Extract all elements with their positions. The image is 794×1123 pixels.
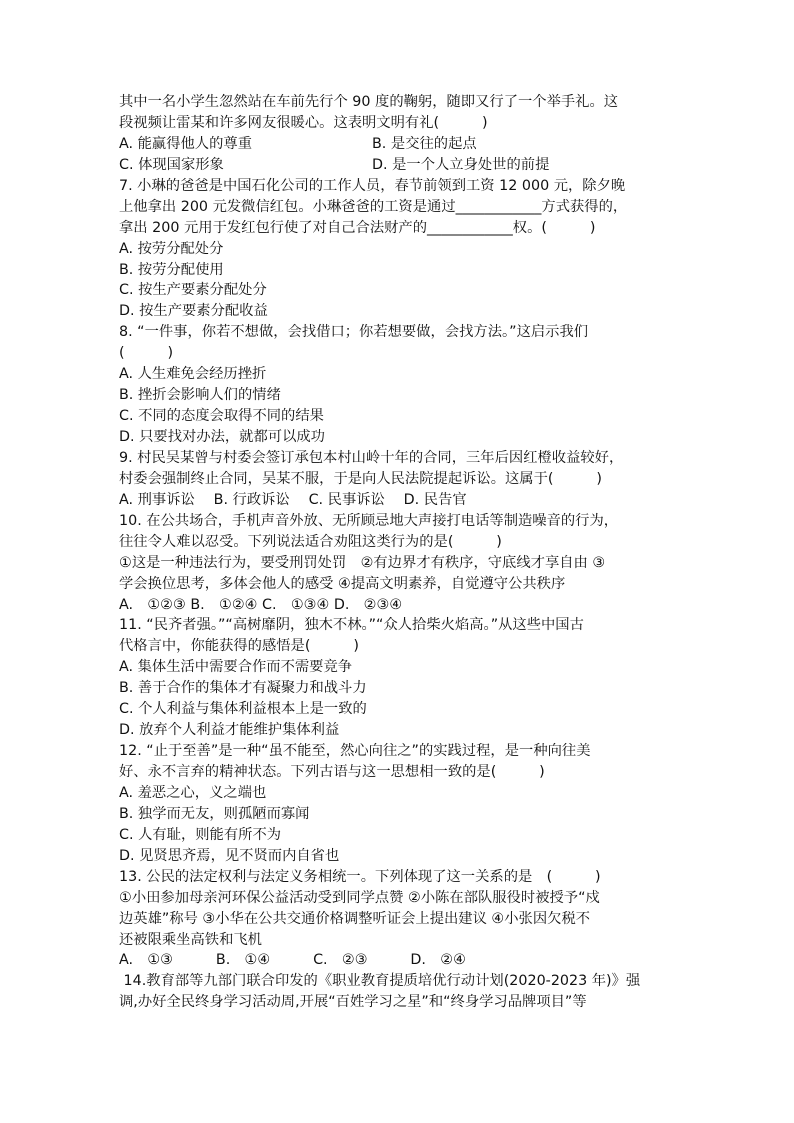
text-line: A. 羞恶之心，义之端也 [119, 784, 267, 801]
text-line: 上他拿出 200 元发微信红包。小琳爸爸的工资是通过____________方式获得的， [119, 198, 628, 215]
text-line: ( ) [119, 345, 174, 362]
text-line: B. 挫折会影响人们的情绪 [119, 387, 281, 404]
option-text: B. 是交往的起点 [372, 135, 477, 152]
text-line: 9. 村民吴某曾与村委会签订承包本村山岭十年的合同，三年后因红橙收益较好， [119, 449, 624, 466]
text-line: C. 人有耻，则能有所不为 [119, 826, 282, 843]
text-line: 12. “止于至善”是一种“虽不能至，然心向往之”的实践过程，是一种向往美 [119, 743, 591, 760]
option-text: C. 体现国家形象 [119, 156, 224, 173]
text-line [119, 155, 684, 176]
text-line: B. 按劳分配使用 [119, 261, 224, 278]
text-line: C. 不同的态度会取得不同的结果 [119, 408, 324, 425]
text-line: A. 按劳分配处分 [119, 240, 224, 257]
text-line: D. 见贤思齐焉，见不贤而内自省也 [119, 847, 340, 864]
document-page [119, 92, 684, 1013]
option-text: D. 是一个人立身处世的前提 [372, 156, 550, 173]
text-line: 11. “民齐者强。”“高树靡阴，独木不林。”“众人拾柴火焰高。”从这些中国古 [119, 617, 584, 634]
text-line: 8. “一件事，你若不想做，会找借口；你若想要做，会找方法。”这启示我们 [119, 324, 589, 341]
text-line: A. ①③ B. ①④ C. ②③ D. ②④ [119, 952, 466, 969]
text-line: ①这是一种违法行为，要受刑罚处罚 ②有边界才有秩序，守底线才享自由 ③ [119, 554, 606, 571]
text-line: 村委会强制终止合同，吴某不服，于是向人民法院提起诉讼。这属于( ) [119, 470, 602, 487]
text-line: 边英雄”称号 ③小华在公共交通价格调整听证会上提出建议 ④小张因欠税不 [119, 910, 591, 927]
text-line: B. 独学而无友，则孤陋而寡闻 [119, 805, 310, 822]
text-line: 7. 小琳的爸爸是中国石化公司的工作人员，春节前领到工资 12 000 元，除夕晚 [119, 177, 626, 194]
text-line: 段视频让雷某和许多网友很暖心。这表明文明有礼( ) [119, 114, 488, 131]
text-line: 拿出 200 元用于发红包行使了对自己合法财产的____________权。( ) [119, 219, 596, 236]
text-line: C. 个人利益与集体利益根本上是一致的 [119, 701, 367, 718]
text-line: A. 刑事诉讼 B. 行政诉讼 C. 民事诉讼 D. 民告官 [119, 491, 467, 508]
text-line: 10. 在公共场合，手机声音外放、无所顾忌地大声接打电话等制造噪音的行为， [119, 512, 619, 529]
text-line: 学会换位思考，多体会他人的感受 ④提高文明素养，自觉遵守公共秩序 [119, 575, 566, 592]
text-line: 好、永不言弃的精神状态。下列古语与这一思想相一致的是( ) [119, 764, 545, 780]
text-line: 13. 公民的法定权利与法定义务相统一。下列体现了这一关系的是 ( ) [119, 868, 601, 885]
text-line: 往往令人难以忍受。下列说法适合劝阻这类行为的是( ) [119, 533, 502, 550]
text-line: A. ①②③ B. ①②④ C. ①③④ D. ②③④ [119, 596, 403, 613]
option-text: A. 能赢得他人的尊重 [119, 135, 252, 152]
text-line: A. 集体生活中需要合作而不需要竞争 [119, 659, 353, 676]
text-line: 还被限乘坐高铁和飞机 [119, 931, 262, 948]
text-line: 代格言中，你能获得的感悟是( ) [119, 638, 359, 655]
text-line: C. 按生产要素分配处分 [119, 282, 267, 299]
text-line: B. 善于合作的集体才有凝聚力和战斗力 [119, 680, 367, 697]
text-line [119, 134, 684, 155]
text-line: D. 按生产要素分配收益 [119, 303, 268, 320]
text-line: ①小田参加母亲河环保公益活动受到同学点赞 ②小陈在部队服役时被授予“戍 [119, 889, 600, 906]
text-line: A. 人生难免会经历挫折 [119, 366, 267, 383]
text-line: 14.教育部等九部门联合印发的《职业教育提质培优行动计划(2020-2023 年)》强 [119, 973, 641, 990]
text-line: D. 放弃个人利益才能维护集体利益 [119, 722, 340, 739]
text-line: 调,办好全民终身学习活动周,开展“百姓学习之星”和“终身学习品牌项目”等 [119, 994, 587, 1011]
text-line: D. 只要找对办法，就都可以成功 [119, 429, 325, 445]
text-line: 其中一名小学生忽然站在车前先行个 90 度的鞠躬，随即又行了一个举手礼。这 [119, 94, 619, 110]
